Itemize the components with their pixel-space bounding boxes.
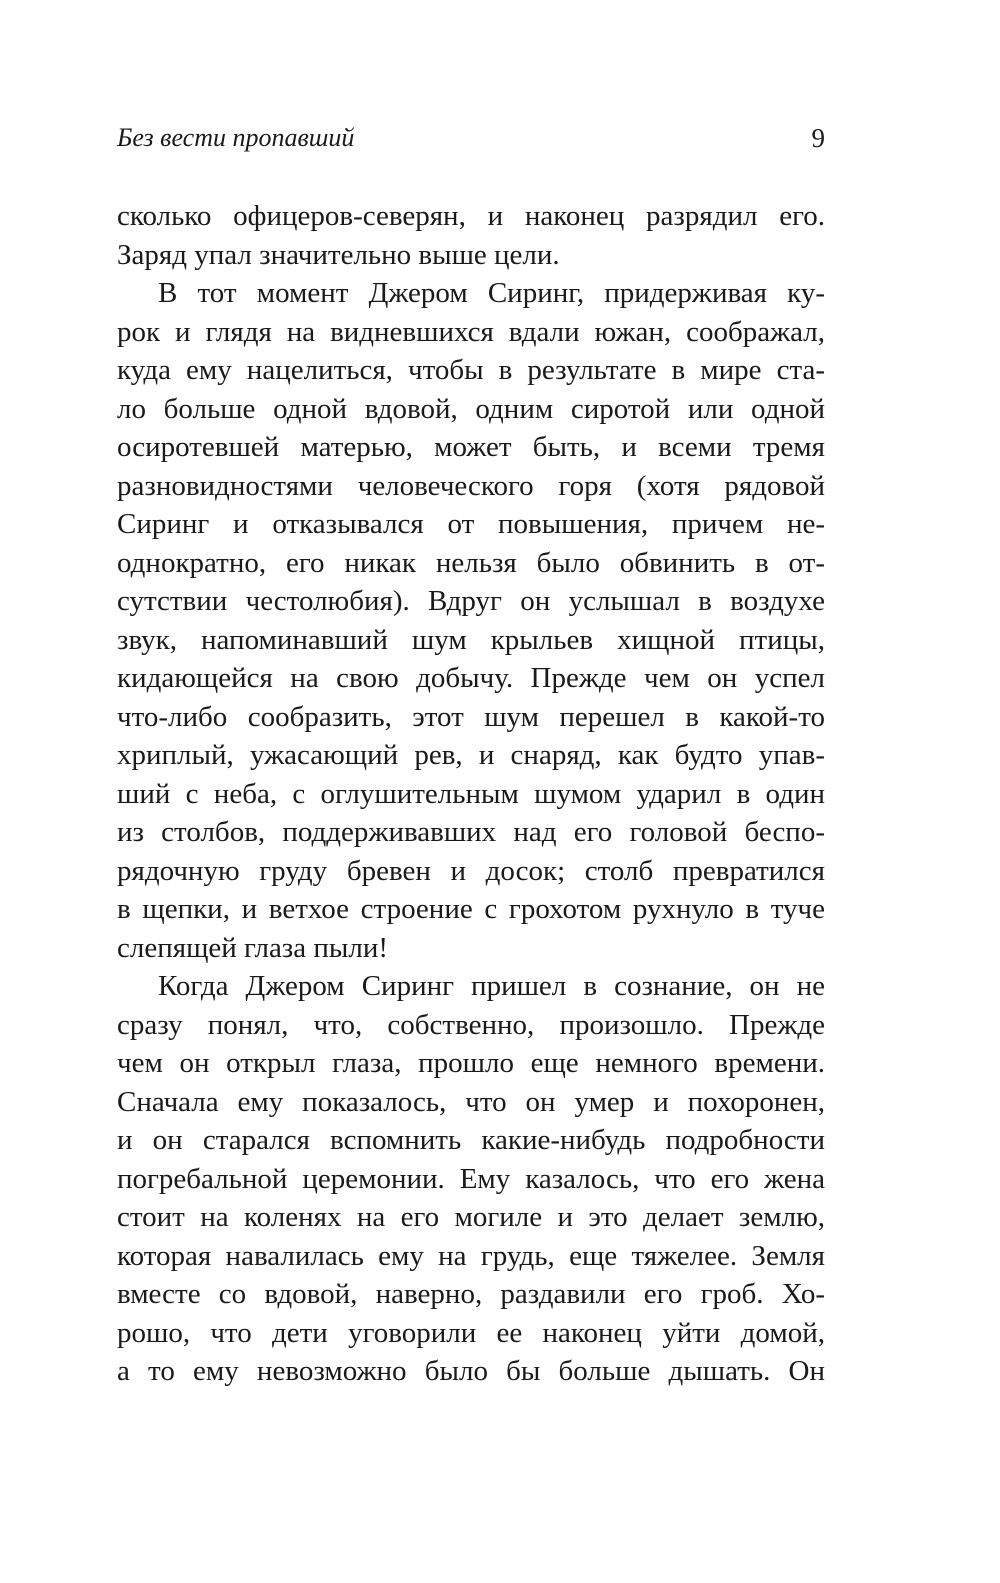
text-line: ло больше одной вдовой, одним сиротой или одной xyxy=(117,392,825,425)
text-line: звук, напоминавший шум крыльев хищной птицы, xyxy=(117,623,825,656)
text-line: в щепки, и ветхое строение с грохотом рухнуло в туче xyxy=(117,893,825,925)
text-line: и он старался вспомнить какие-нибудь подробности xyxy=(117,1124,825,1156)
text-line: стоит на коленях на его могиле и это делает землю, xyxy=(117,1201,825,1233)
text-line: рядочную груду бревен и досок; столб превратился xyxy=(117,854,825,887)
text-line: чем он открыл глаза, прошло еще немного времени. xyxy=(117,1047,825,1079)
paragraph xyxy=(117,967,825,1391)
text-line: Заряд упал значительно выше цели. xyxy=(117,238,560,271)
text-line: которая навалилась ему на грудь, еще тяжелее. Земля xyxy=(117,1239,825,1272)
text-line: рошо, что дети уговорили ее наконец уйти домой, xyxy=(117,1316,825,1349)
text-line: Сиринг и отказывался от повышения, причем не- xyxy=(117,508,825,540)
text-line: однократно, его никак нельзя было обвинить в от- xyxy=(117,546,825,579)
text-line: а то ему невозможно было бы больше дышать. Он xyxy=(117,1355,825,1387)
text-line: что-либо сообразить, этот шум перешел в какой-то xyxy=(117,700,825,733)
text-line: осиротевшей матерью, может быть, и всеми тремя xyxy=(117,431,825,463)
text-line: погребальной церемонии. Ему казалось, что его жена xyxy=(117,1162,825,1195)
text-line: В тот момент Джером Сиринг, придерживая ку- xyxy=(158,277,825,309)
text-line: из столбов, поддерживавших над его головой беспо- xyxy=(117,816,825,848)
text-line: сколько офицеров-северян, и наконец разрядил его. xyxy=(117,200,825,232)
running-head xyxy=(117,118,825,158)
text-line: Когда Джером Сиринг пришел в сознание, он не xyxy=(158,970,825,1002)
text-line: сразу понял, что, собственно, произошло. Прежде xyxy=(117,1008,825,1041)
body-text xyxy=(117,197,825,1391)
paragraph xyxy=(117,197,825,274)
text-line: кидающейся на свою добычу. Прежде чем он успел xyxy=(117,662,825,694)
text-line: куда ему нацелиться, чтобы в результате в мире ста- xyxy=(117,354,825,386)
text-line: хриплый, ужасающий рев, и снаряд, как будто упав- xyxy=(117,739,825,771)
text-line: ший с неба, с оглушительным шумом ударил в один xyxy=(117,777,825,810)
text-line: Сначала ему показалось, что он умер и похоронен, xyxy=(117,1085,825,1118)
text-line: сутствии честолюбия). Вдруг он услышал в воздухе xyxy=(117,585,825,617)
page-number: 9 xyxy=(811,123,825,153)
text-line: слепящей глаза пыли! xyxy=(117,931,389,964)
text-line: разновидностями человеческого горя (хотя рядовой xyxy=(117,469,825,502)
paragraph xyxy=(117,274,825,967)
running-title: Без вести пропавший xyxy=(117,123,355,152)
text-line: вместе со вдовой, наверно, раздавили его гроб. Хо- xyxy=(117,1278,825,1310)
text-line: рок и глядя на видневшихся вдали южан, соображал, xyxy=(117,315,825,348)
